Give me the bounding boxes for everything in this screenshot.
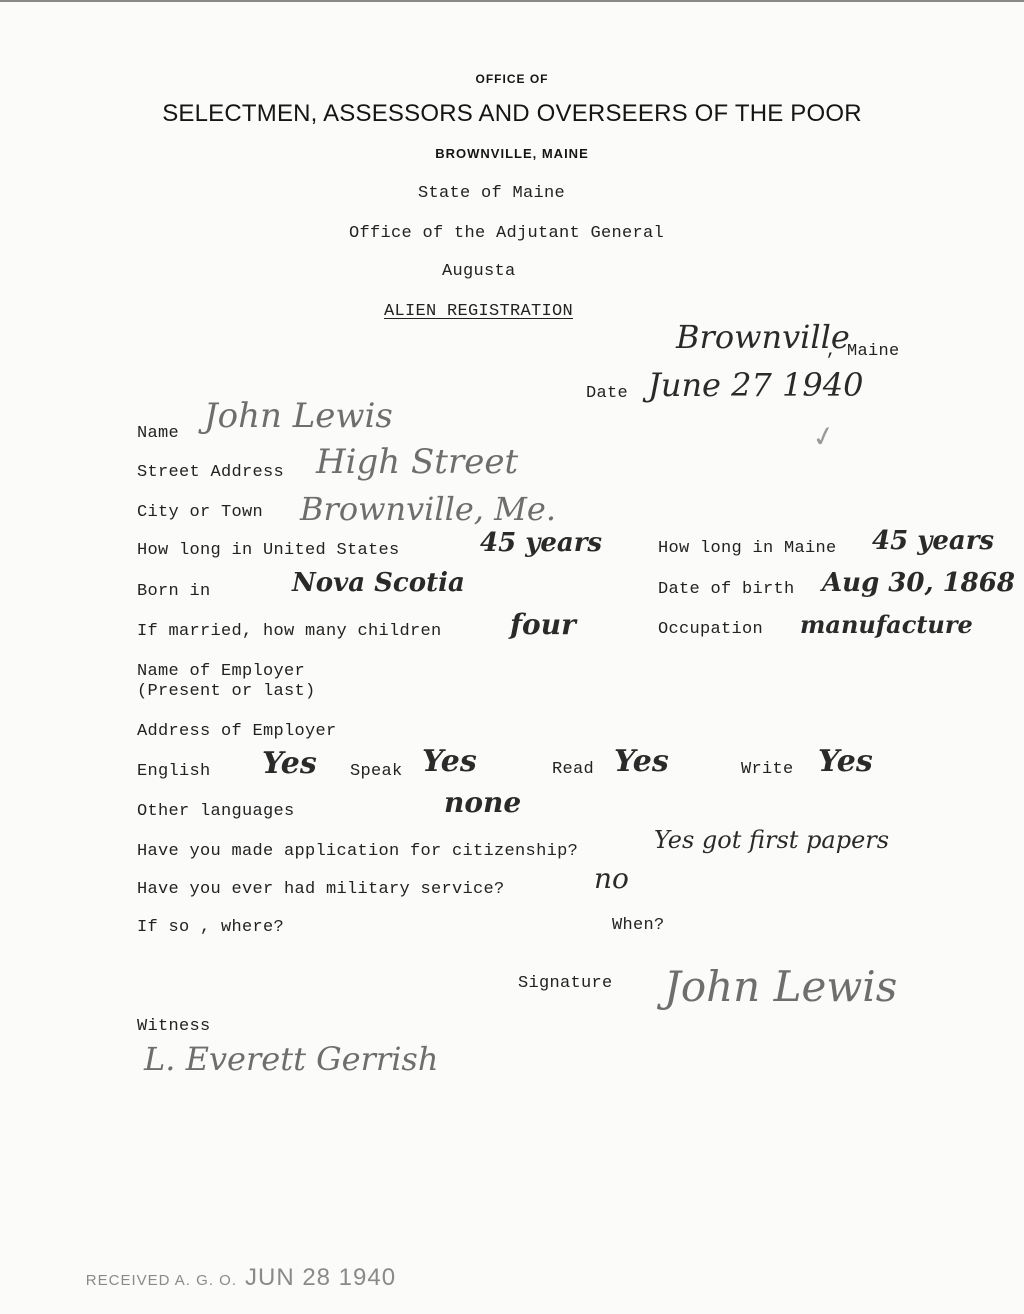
- english-value: Yes: [262, 746, 317, 781]
- city-value: Brownville, Me.: [300, 490, 557, 528]
- city-label: City or Town: [137, 503, 264, 522]
- us-years-label: How long in United States: [137, 541, 400, 560]
- dob-label: Date of birth: [658, 580, 795, 599]
- military-label: Have you ever had military service?: [137, 880, 505, 899]
- date-value: June 27 1940: [648, 366, 864, 404]
- signature-value: John Lewis: [664, 962, 898, 1011]
- state-label: , Maine: [826, 342, 900, 361]
- heading-state: State of Maine: [418, 184, 566, 203]
- check-mark: ✓: [808, 417, 839, 456]
- form-title: ALIEN REGISTRATION: [384, 302, 574, 321]
- occupation-value: manufacture: [800, 610, 973, 639]
- born-in-label: Born in: [137, 582, 211, 601]
- received-stamp-date: JUN 28 1940: [244, 1264, 397, 1291]
- street-value: High Street: [316, 442, 519, 482]
- letterhead-title: SELECTMEN, ASSESSORS AND OVERSEERS OF THE POOR: [162, 100, 862, 127]
- heading-office: Office of the Adjutant General: [349, 224, 665, 243]
- letterhead-office-of: OFFICE OF: [475, 72, 549, 86]
- letterhead-location: BROWNVILLE, MAINE: [435, 146, 589, 161]
- maine-years-value: 45 years: [872, 526, 995, 556]
- employer-name-sublabel: (Present or last): [137, 682, 316, 701]
- occupation-label: Occupation: [658, 620, 764, 639]
- maine-years-label: How long in Maine: [658, 539, 837, 558]
- citizenship-value: Yes got first papers: [654, 826, 890, 854]
- employer-name-label: Name of Employer: [137, 662, 306, 681]
- witness-value: L. Everett Gerrish: [144, 1040, 439, 1078]
- other-languages-value: none: [444, 786, 522, 819]
- when-label: When?: [612, 916, 665, 935]
- read-value: Yes: [614, 744, 669, 779]
- read-label: Read: [552, 760, 595, 779]
- town-handwritten: Brownville: [676, 318, 850, 356]
- received-stamp-prefix: RECEIVED A. G. O.: [85, 1272, 237, 1289]
- received-stamp: [68, 1246, 396, 1310]
- speak-value: Yes: [422, 744, 477, 779]
- children-label: If married, how many children: [137, 622, 442, 641]
- signature-label: Signature: [518, 974, 613, 993]
- name-label: Name: [137, 424, 180, 443]
- employer-address-label: Address of Employer: [137, 722, 337, 741]
- write-label: Write: [741, 760, 794, 779]
- dob-value: Aug 30, 1868: [822, 568, 1015, 598]
- where-label: If so , where?: [137, 918, 285, 937]
- us-years-value: 45 years: [480, 528, 603, 558]
- english-label: English: [137, 762, 211, 781]
- citizenship-label: Have you made application for citizenship?: [137, 842, 579, 861]
- street-label: Street Address: [137, 463, 285, 482]
- name-value: John Lewis: [204, 396, 393, 436]
- speak-label: Speak: [350, 762, 403, 781]
- write-value: Yes: [818, 744, 873, 779]
- children-value: four: [510, 608, 576, 641]
- date-label: Date: [586, 384, 629, 403]
- witness-label: Witness: [137, 1017, 211, 1036]
- military-value: no: [594, 862, 629, 895]
- heading-city: Augusta: [442, 262, 516, 281]
- other-languages-label: Other languages: [137, 802, 295, 821]
- top-border: [0, 0, 1024, 2]
- born-in-value: Nova Scotia: [292, 568, 465, 598]
